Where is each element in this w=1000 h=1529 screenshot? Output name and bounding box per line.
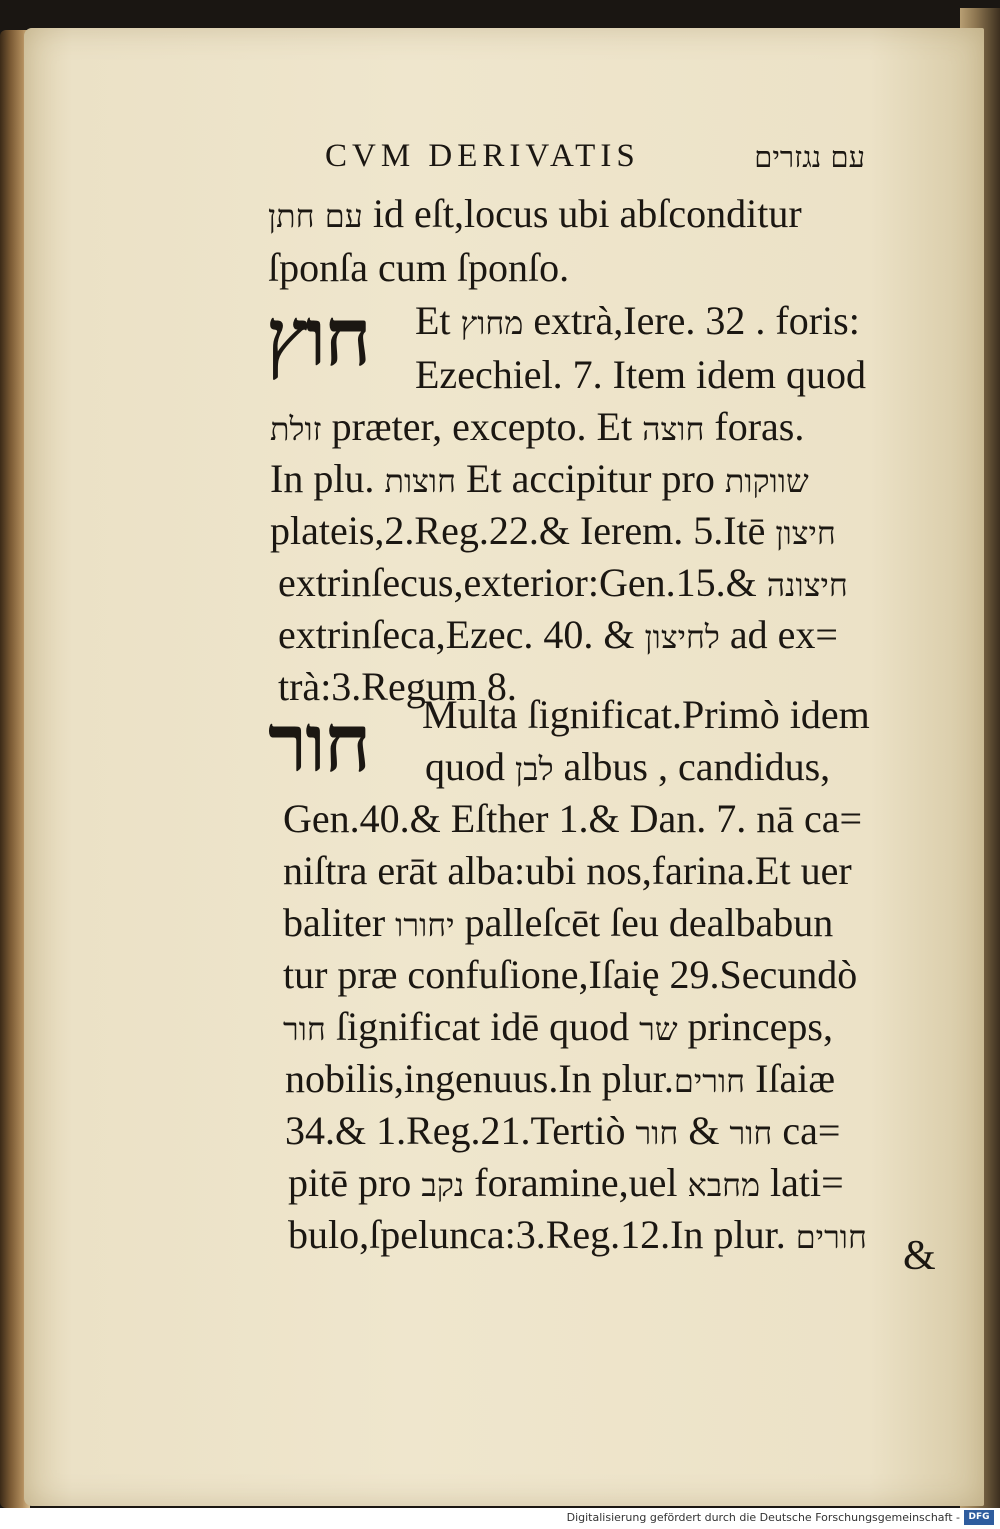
latin-text: In plu. [270, 456, 385, 501]
hebrew-word: מחוץ [460, 304, 524, 342]
text-line [415, 348, 866, 402]
text-line [283, 896, 833, 950]
latin-text: bulo,ſpelunca:3.Reg.12.In plur. [288, 1212, 796, 1257]
text-line [278, 556, 848, 610]
text-line [278, 608, 838, 662]
hebrew-word: שווקות [724, 462, 809, 500]
hebrew-word: חור [635, 1114, 679, 1152]
latin-text: ca= [772, 1108, 841, 1153]
text-line [268, 241, 569, 295]
hebrew-word: חיצון [775, 514, 836, 552]
latin-text: præter, excepto. Et [321, 404, 643, 449]
digitization-footer [0, 1508, 1000, 1529]
text-line [283, 844, 852, 898]
text-line [285, 1052, 835, 1106]
latin-text: albus , candidus, [553, 744, 831, 789]
hebrew-word: מחבא [687, 1166, 761, 1204]
latin-text: ſponſa cum ſponſo. [268, 245, 570, 290]
running-head [325, 138, 865, 178]
text-line [422, 688, 870, 742]
hebrew-word: חור [283, 1010, 326, 1048]
latin-text: & [678, 1108, 730, 1153]
latin-text: palleſcēt ſeu dealbabun [454, 900, 834, 945]
hebrew-word: חורים [795, 1218, 867, 1256]
text-line [270, 452, 809, 506]
latin-text: Ezechiel. 7. Item idem quod [415, 352, 866, 397]
hebrew-word: לחיצון [644, 618, 720, 656]
entry-lemma: חוץ [266, 290, 370, 384]
latin-text: lati= [760, 1160, 844, 1205]
latin-text: trà:3.Regum 8. [278, 664, 517, 709]
hebrew-word: לבן [515, 750, 554, 788]
latin-text: plateis,2.Reg.22.& Ierem. 5.Itē [270, 508, 776, 553]
latin-text: quod [425, 744, 515, 789]
footer-credit: Digitalisierung gefördert durch die Deutsche Forschungsgemeinschaft - [566, 1511, 960, 1524]
text-line [425, 740, 830, 794]
latin-text: id eſt,locus ubi abſconditur [362, 191, 802, 236]
text-line [288, 1156, 844, 1210]
hebrew-word: חור [729, 1114, 773, 1152]
latin-text: extrà,Iere. 32 . foris: [523, 298, 860, 343]
latin-text: extrinſecus,exterior:Gen.15.& [278, 560, 767, 605]
latin-text: niſtra erāt alba:ubi nos,farina.Et uer [283, 848, 852, 893]
hebrew-word: עם חתן [268, 197, 363, 235]
text-line [268, 187, 802, 241]
latin-text: nobilis,ingenuus.In plur. [285, 1056, 674, 1101]
latin-text: Iſaiæ [745, 1056, 836, 1101]
latin-text: princeps, [677, 1004, 833, 1049]
hebrew-word: יחורו [395, 906, 455, 944]
dfg-logo-icon: DFG [964, 1510, 994, 1525]
hebrew-word: חיצונה [766, 566, 848, 604]
catchword: & [903, 1233, 936, 1279]
text-line [270, 400, 804, 454]
latin-text: foras. [704, 404, 805, 449]
latin-text: Et accipitur pro [456, 456, 725, 501]
latin-text: 34.& 1.Reg.21.Tertiò [285, 1108, 636, 1153]
latin-text: Multa ſignificat.Primò idem [422, 692, 870, 737]
running-head-latin: CVM DERIVATIS [325, 138, 640, 174]
text-line [270, 504, 836, 558]
latin-text: tur præ confuſione,Iſaię 29.Secundò [283, 952, 858, 997]
hebrew-word: חורים [673, 1062, 746, 1100]
latin-text: ad ex= [719, 612, 838, 657]
latin-text: pitē pro [288, 1160, 422, 1205]
latin-text: foramine,uel [464, 1160, 688, 1205]
latin-text: Et [415, 298, 461, 343]
text-line [283, 792, 862, 846]
text-line [288, 1208, 867, 1262]
running-head-hebrew: עם נגזרים [754, 140, 865, 174]
entry-lemma: חור [268, 696, 370, 790]
latin-text: baliter [283, 900, 396, 945]
text-line [415, 294, 860, 348]
latin-text: extrinſeca,Ezec. 40. & [278, 612, 645, 657]
latin-text: ſignificat idē quod [325, 1004, 640, 1049]
text-line [285, 1104, 840, 1158]
text-line [283, 1000, 833, 1054]
hebrew-word: נקב [421, 1166, 465, 1204]
latin-text: Gen.40.& Eſther 1.& Dan. 7. nā ca= [283, 796, 863, 841]
text-line [283, 948, 857, 1002]
hebrew-word: שר [639, 1010, 678, 1048]
hebrew-word: חוצה [642, 410, 705, 448]
hebrew-word: זולת [270, 410, 322, 448]
hebrew-word: חוצות [384, 462, 457, 500]
